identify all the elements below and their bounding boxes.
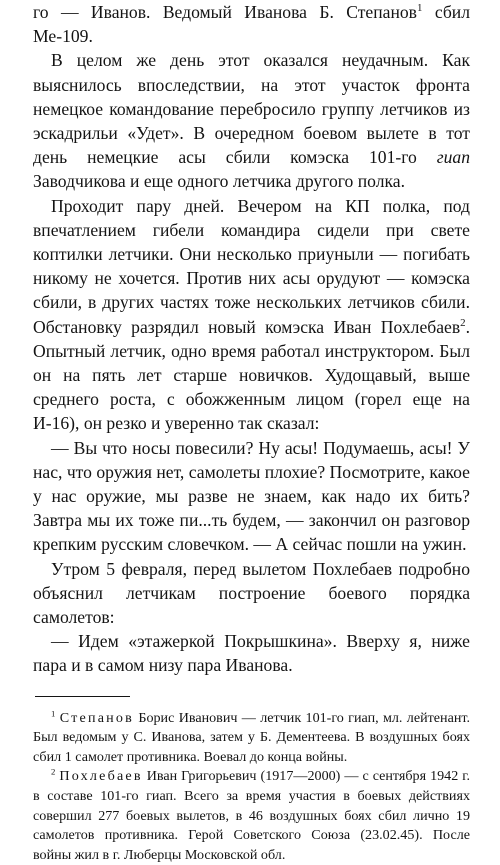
- footnote-1-mark: 1: [51, 708, 56, 718]
- footnote-ref-2: 2: [460, 316, 466, 329]
- main-text: [33, 0, 470, 678]
- paragraph-5: Утром 5 февраля, перед вылетом Похлебаев подробно объяснил летчикам построение боевого порядка самолетов:: [33, 558, 470, 628]
- paragraph-1-text-a: го — Иванов. Ведомый Иванова Б. Степанов: [33, 2, 417, 22]
- footnote-divider: [35, 696, 130, 697]
- paragraph-3: [33, 194, 470, 436]
- paragraph-3-text-a: Проходит пару дней. Вечером на КП полка, под впечатлением гибели командира сидели при свете коптилки летчики. Они несколько приуныли — погибать никому не хочется. Против них асы орудуют — комэска сбили, в других частях тоже нескольких летчиков сбили. Обстановку разрядил новый комэска Иван Похлебаев: [33, 195, 470, 337]
- paragraph-1-text-b: сбил Ме-109.: [33, 2, 471, 47]
- paragraph-2-text-a: В целом же день этот оказался неудачным. Как выяснилось впоследствии, на этот участок фронта немецкое командование перебросило группу летчиков из эскадрильи «Удет». В очередном боевом вылете в тот день немецкие асы сбили комэска 101-го: [33, 50, 470, 168]
- paragraph-2-italic: гиап: [436, 147, 470, 168]
- footnote-1-name: Степанов: [59, 709, 135, 726]
- book-page: [33, 0, 470, 865]
- paragraph-4: — Вы что носы повесили? Ну асы! Подумаешь, асы! У нас, что оружия нет, самолеты плохие? Посмотрите, какое у нас оружие, мы разве не знаем, как надо их бить? Завтра мы их тоже пи...ть будем, — закончил он разговор крепким русским словечком. — А сейчас пошли на ужин.: [33, 437, 470, 555]
- footnote-ref-1: 1: [417, 2, 423, 15]
- footnote-1-text: Борис Иванович — летчик 101-го гиап, мл. лейтенант. Был ведомым у С. Иванова, затем у Б. Дементеева. В воздушных боях сбил 1 самолет противника. Воевал до конца войны.: [33, 709, 471, 765]
- paragraph-6: — Идем «этажеркой Покрышкина». Вверху я, ниже пара и в самом низу пара Иванова.: [33, 631, 470, 676]
- paragraph-2-text-b: Заводчикова и еще одного летчика другого полка.: [33, 171, 405, 192]
- footnote-2-mark: 2: [51, 766, 56, 777]
- footnote-2-name: Похлебаев: [59, 768, 143, 785]
- footnote-1: [33, 709, 470, 768]
- footnote-2-text: Иван Григорьевич (1917—2000) — с сентября 1942 г. в составе 101-го гиап. Всего за время участия в боевых действиях совершил 277 боевых вылетов, в 46 воздушных боях сбил лично 19 самолетов противника. Герой Советского Союза (23.02.45). После войны жил в г. Люберцы Московской обл.: [33, 768, 470, 863]
- paragraph-3-text-b: . Опытный летчик, одно время работал инструктором. Был он на пять лет старше новичков. Худощавый, выше среднего роста, с обожженным лицом (горел еще на И-16), он резко и уверенно так сказал:: [33, 316, 470, 434]
- paragraph-2: [33, 48, 470, 193]
- paragraph-1: [33, 0, 470, 48]
- footnote-2: [33, 767, 470, 865]
- footnotes: [33, 709, 470, 865]
